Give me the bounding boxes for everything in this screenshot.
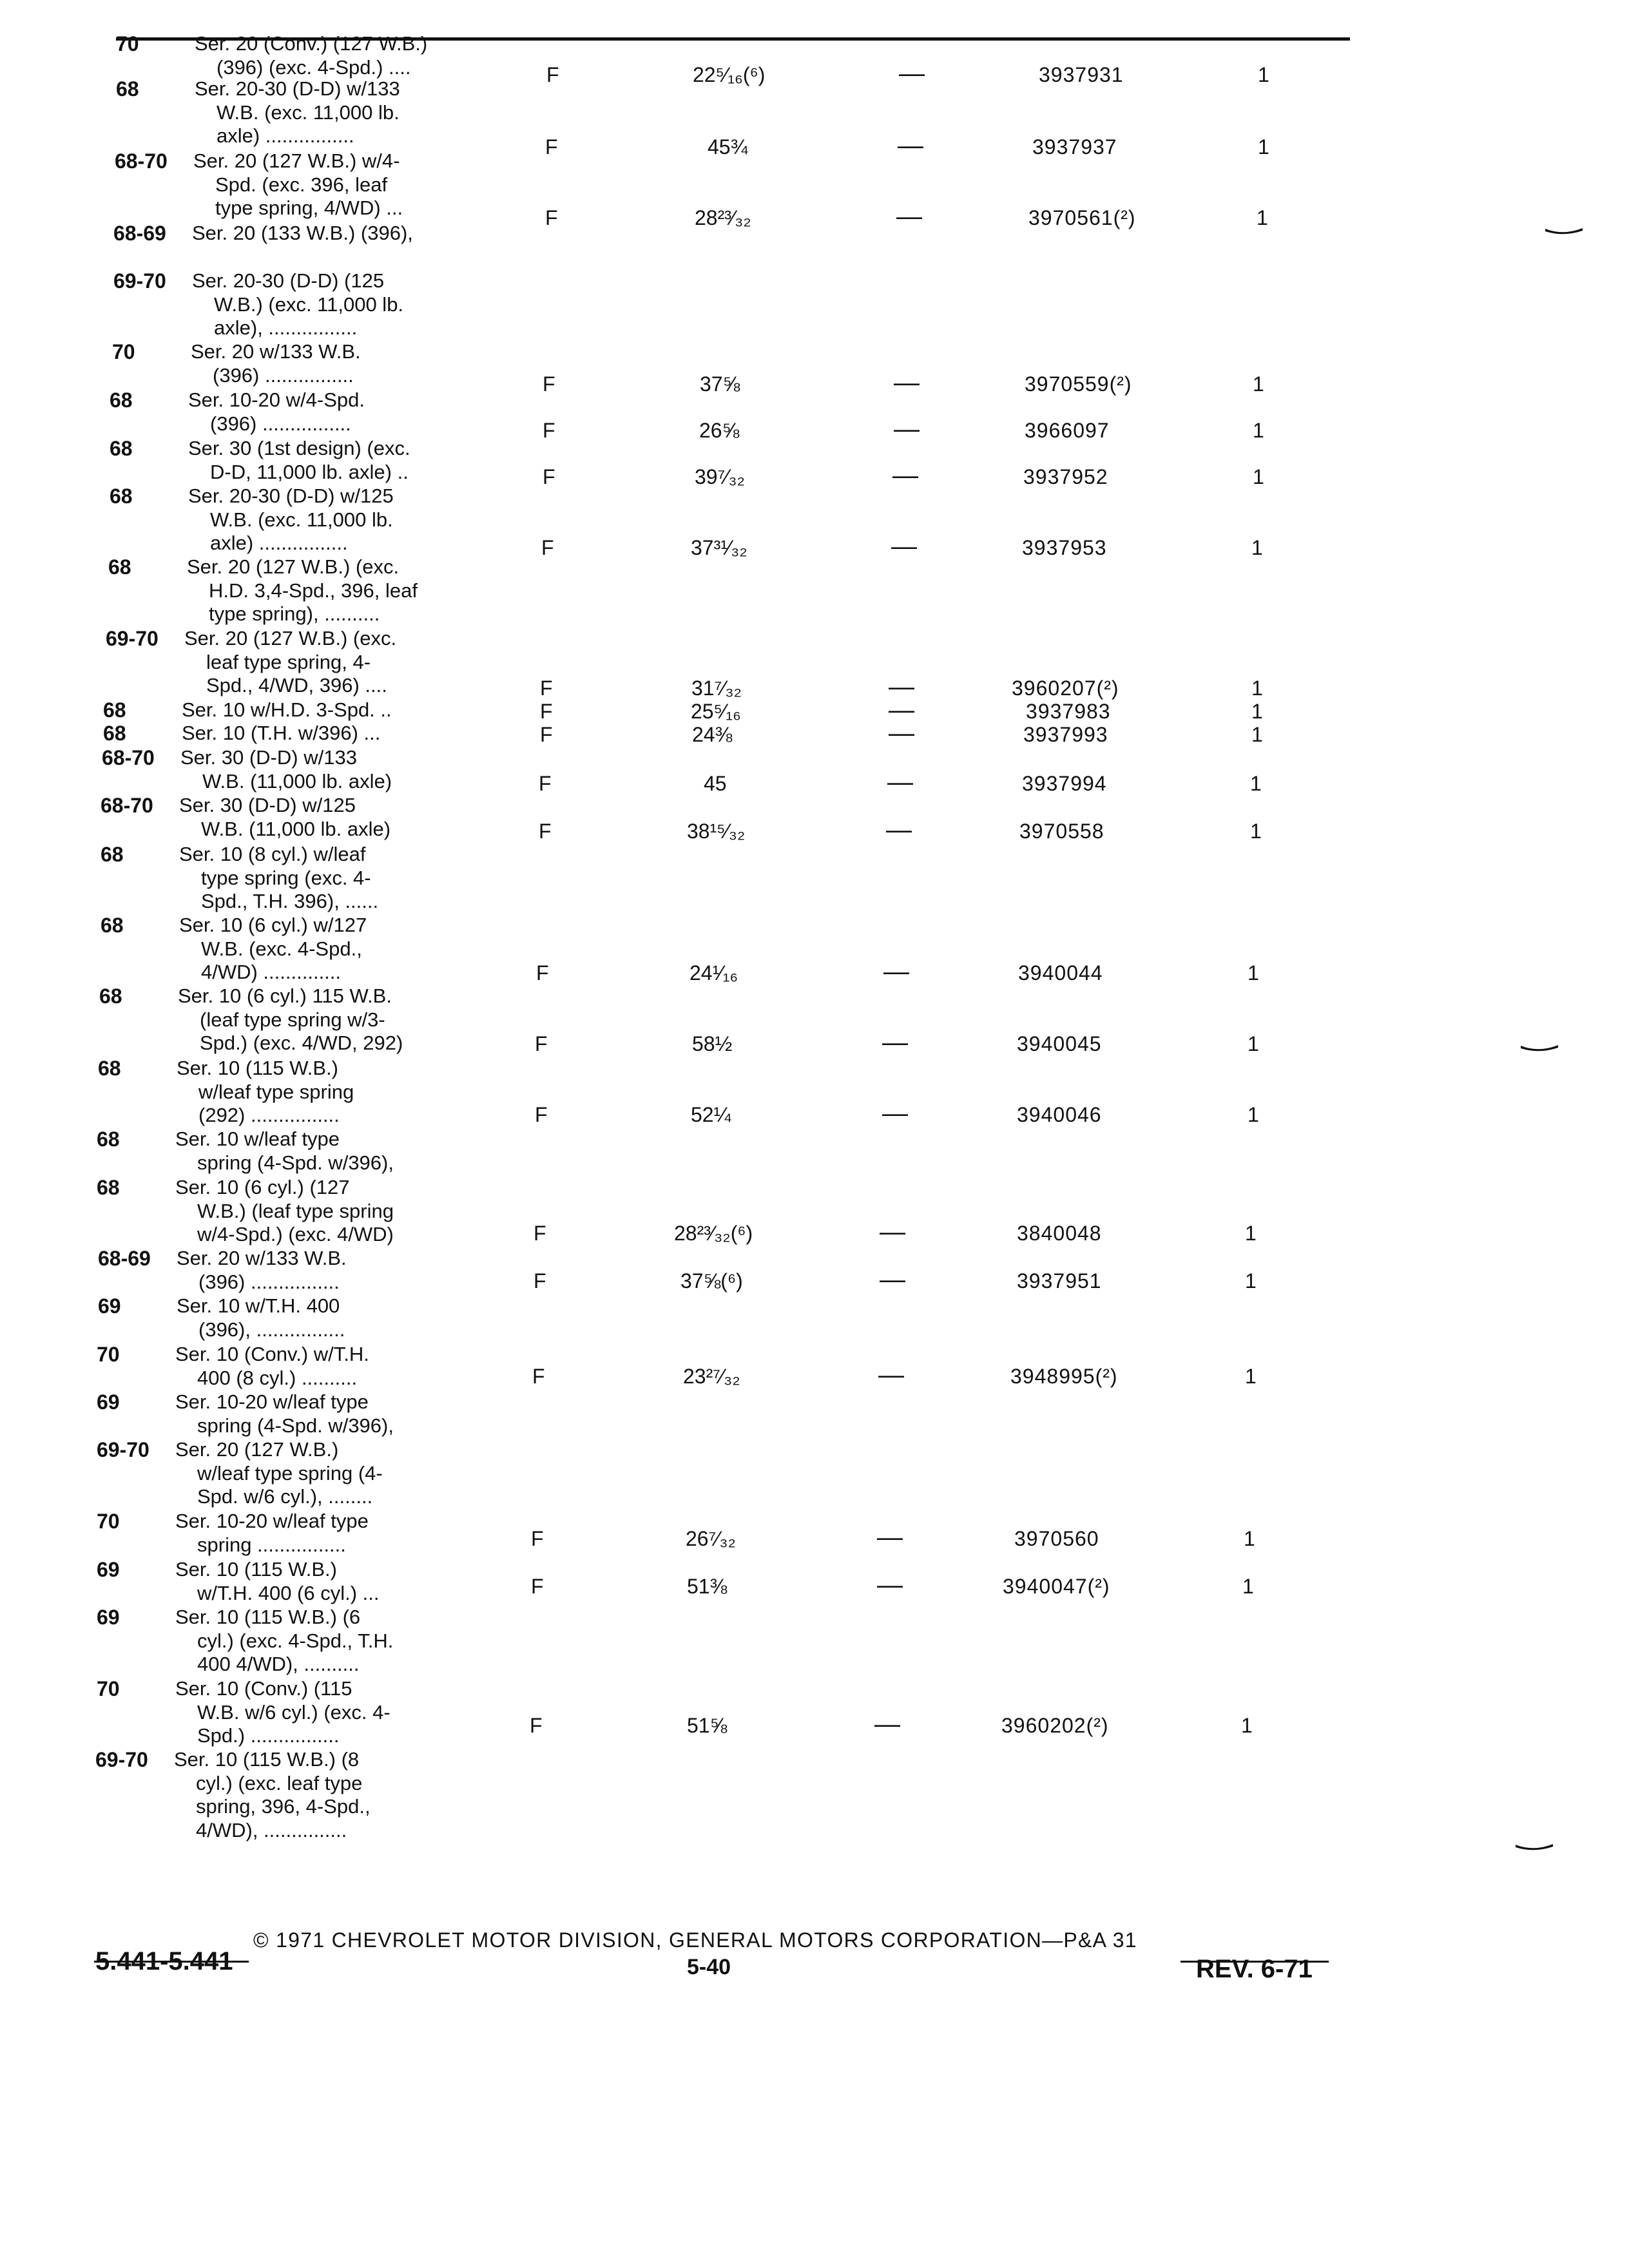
application-description: Ser. 10 w/H.D. 3-Spd. .. [182, 698, 392, 721]
application-description: Ser. 10-20 w/leaf type [175, 1510, 369, 1532]
length-value: 52¼ [691, 1103, 731, 1126]
position-code: F [543, 465, 555, 488]
application-description: Ser. 10 (Conv.) (115 [175, 1677, 352, 1700]
model-year: 68 [101, 914, 124, 937]
dash-separator: — [880, 1265, 905, 1294]
application-description-cont: type spring (exc. 4- [201, 866, 371, 889]
model-year: 68 [110, 437, 133, 460]
application-description-cont: (292) ................ [198, 1104, 340, 1126]
quantity: 1 [1253, 465, 1264, 488]
application-description-cont: Spd.) (exc. 4/WD, 292) [200, 1032, 403, 1054]
dash-separator: — [877, 1571, 903, 1599]
dash-separator: — [886, 816, 912, 844]
part-number: 3937952 [1023, 465, 1108, 488]
model-year: 69-70 [95, 1748, 148, 1771]
application-description-cont: (leaf type spring w/3- [200, 1008, 385, 1031]
application-description: Ser. 20 (127 W.B.) [175, 1438, 339, 1461]
dash-separator: — [882, 1028, 908, 1057]
position-code: F [546, 63, 559, 86]
dash-separator: — [889, 673, 914, 701]
application-description: Ser. 10 (115 W.B.) [175, 1558, 337, 1581]
dash-separator: — [894, 369, 920, 397]
dash-separator: — [877, 1523, 903, 1552]
part-number: 3937994 [1022, 772, 1107, 795]
quantity: 1 [1251, 700, 1263, 723]
part-number: 3937937 [1032, 135, 1117, 159]
application-description-cont: spring (4-Spd. w/396), [197, 1151, 394, 1174]
quantity: 1 [1251, 536, 1263, 559]
application-description: Ser. 10 (T.H. w/396) ... [182, 722, 381, 744]
position-code: F [531, 1575, 544, 1598]
application-description: Ser. 10 w/T.H. 400 [177, 1294, 340, 1317]
quantity: 1 [1258, 135, 1269, 159]
part-number: 3840048 [1017, 1222, 1102, 1245]
position-code: F [543, 419, 555, 442]
position-code: F [532, 1365, 545, 1388]
application-description: Ser. 10 (6 cyl.) (127 [175, 1176, 350, 1198]
application-description: Ser. 10-20 w/4-Spd. [188, 389, 365, 411]
application-description-cont: W.B. (exc. 11,000 lb. [217, 101, 400, 124]
part-number: 3940046 [1017, 1103, 1102, 1126]
length-value: 51⅜ [687, 1575, 728, 1598]
application-description-cont: W.B. (exc. 4-Spd., [201, 937, 362, 960]
application-description-cont: Spd. w/6 cyl.), ........ [197, 1485, 373, 1508]
position-code: F [534, 1222, 546, 1245]
position-code: F [535, 1103, 548, 1126]
dash-separator: — [896, 202, 922, 231]
application-description-cont: type spring), .......... [209, 602, 380, 625]
part-number: 3937993 [1023, 723, 1108, 746]
quantity: 1 [1251, 723, 1263, 746]
application-description-cont: (396), ................ [198, 1318, 345, 1341]
length-value: 45 [704, 772, 727, 795]
footer-section-range: 5.441-5.441 [95, 1947, 233, 1975]
application-description-cont: W.B. w/6 cyl.) (exc. 4- [197, 1700, 390, 1724]
quantity: 1 [1245, 1269, 1257, 1293]
length-value: 23²⁷⁄₃₂ [683, 1365, 740, 1388]
model-year: 68 [108, 555, 131, 579]
length-value: 37⅝ [700, 372, 740, 396]
dash-separator: — [891, 532, 917, 561]
binder-hole-mark [1544, 227, 1584, 236]
position-code: F [539, 820, 552, 843]
application-description: Ser. 20 w/133 W.B. [191, 340, 361, 363]
application-description-cont: w/leaf type spring [198, 1080, 354, 1103]
quantity: 1 [1253, 419, 1264, 442]
model-year: 68-70 [101, 794, 153, 817]
length-value: 38¹⁵⁄₃₂ [687, 820, 746, 843]
model-year: 68-69 [113, 222, 166, 245]
position-code: F [531, 1527, 544, 1550]
dash-separator: — [887, 768, 913, 796]
application-description-cont: spring, 396, 4-Spd., [196, 1795, 371, 1818]
application-description-cont: axle) ................ [217, 124, 354, 147]
quantity: 1 [1253, 372, 1264, 396]
position-code: F [540, 723, 553, 746]
length-value: 24¹⁄₁₆ [689, 961, 738, 985]
model-year: 70 [97, 1510, 120, 1533]
application-description: Ser. 20 (Conv.) (127 W.B.) [195, 32, 428, 55]
length-value: 28²³⁄₃₂(⁶) [674, 1222, 753, 1245]
dash-separator: — [898, 131, 923, 160]
length-value: 58½ [692, 1032, 733, 1055]
quantity: 1 [1251, 677, 1263, 700]
model-year: 70 [97, 1343, 120, 1366]
quantity: 1 [1250, 772, 1262, 795]
application-description-cont: axle), ................ [214, 316, 358, 339]
application-description: Ser. 20-30 (D-D) w/133 [195, 77, 400, 100]
length-value: 26⅝ [699, 419, 740, 442]
application-description: Ser. 20 (133 W.B.) (396), [192, 222, 413, 244]
part-number: 3937931 [1039, 63, 1124, 86]
quantity: 1 [1242, 1575, 1254, 1598]
dash-separator: — [892, 461, 918, 490]
application-description-cont: w/leaf type spring (4- [197, 1461, 383, 1485]
position-code: F [535, 1032, 548, 1055]
position-code: F [543, 372, 555, 396]
binder-hole-mark [1519, 1044, 1559, 1053]
model-year: 68 [103, 722, 126, 745]
application-description-cont: cyl.) (exc. leaf type [196, 1771, 363, 1794]
length-value: 37³¹⁄₃₂ [691, 536, 747, 559]
footer-copyright: © 1971 CHEVROLET MOTOR DIVISION, GENERAL MOTORS CORPORATION—P&A 31 [253, 1928, 1137, 1952]
quantity: 1 [1250, 820, 1262, 843]
footer-revision: REV. 6-71 [1196, 1955, 1313, 1983]
position-code: F [545, 135, 558, 159]
position-code: F [540, 700, 553, 723]
application-description-cont: 4/WD) .............. [201, 961, 342, 983]
model-year: 69 [97, 1606, 120, 1629]
model-year: 68-69 [98, 1247, 151, 1270]
application-description-cont: W.B. (exc. 11,000 lb. [210, 508, 393, 531]
application-description: Ser. 10-20 w/leaf type [175, 1390, 369, 1413]
length-value: 24⅜ [692, 723, 733, 746]
dash-separator: — [883, 957, 909, 986]
length-value: 28²³⁄₃₂ [695, 206, 751, 229]
application-description-cont: H.D. 3,4-Spd., 396, leaf [209, 579, 418, 602]
application-description: Ser. 10 (6 cyl.) 115 W.B. [178, 985, 392, 1007]
application-description-cont: type spring, 4/WD) ... [215, 197, 403, 219]
model-year: 69-70 [97, 1438, 149, 1461]
model-year: 68 [110, 389, 133, 412]
application-description-cont: spring (4-Spd. w/396), [197, 1414, 394, 1437]
model-year: 68 [103, 698, 126, 722]
part-number: 3970560 [1014, 1527, 1099, 1550]
application-description-cont: leaf type spring, 4- [206, 650, 371, 673]
position-code: F [536, 961, 549, 985]
application-description: Ser. 30 (D-D) w/125 [179, 794, 356, 816]
application-description: Ser. 10 (8 cyl.) w/leaf [179, 843, 366, 865]
part-number: 3940047(²) [1003, 1575, 1110, 1598]
application-description-cont: w/T.H. 400 (6 cyl.) ... [197, 1581, 380, 1604]
model-year: 69 [98, 1294, 121, 1318]
quantity: 1 [1248, 1103, 1259, 1126]
position-code: F [540, 677, 553, 700]
part-number: 3937983 [1026, 700, 1111, 723]
part-number: 3937951 [1017, 1269, 1102, 1293]
length-value: 45¾ [708, 135, 748, 159]
length-value: 31⁷⁄₃₂ [691, 677, 742, 700]
application-description-cont: D-D, 11,000 lb. axle) .. [210, 460, 409, 483]
quantity: 1 [1248, 1032, 1259, 1055]
part-number: 3940045 [1017, 1032, 1102, 1055]
model-year: 68 [110, 485, 133, 508]
position-code: F [530, 1714, 543, 1737]
position-code: F [534, 1269, 546, 1293]
position-code: F [545, 206, 558, 229]
model-year: 68 [98, 1057, 121, 1080]
application-description: Ser. 10 (6 cyl.) w/127 [179, 914, 367, 936]
quantity: 1 [1245, 1222, 1257, 1245]
application-description: Ser. 10 (115 W.B.) [177, 1057, 338, 1079]
application-description-cont: 4/WD), ............... [196, 1818, 347, 1841]
application-description-cont: (396) (exc. 4-Spd.) .... [217, 55, 411, 79]
part-number: 3948995(²) [1010, 1365, 1118, 1388]
part-number: 3970561(²) [1028, 206, 1136, 229]
application-description: Ser. 20 (127 W.B.) w/4- [193, 149, 400, 172]
application-description: Ser. 10 w/leaf type [175, 1128, 340, 1150]
dash-separator: — [882, 1099, 908, 1128]
position-code: F [541, 536, 554, 559]
quantity: 1 [1258, 63, 1269, 86]
length-value: 39⁷⁄₃₂ [695, 465, 745, 488]
application-description: Ser. 10 (115 W.B.) (8 [174, 1748, 360, 1771]
dash-separator: — [878, 1361, 904, 1389]
model-year: 70 [116, 32, 139, 55]
model-year: 70 [97, 1677, 120, 1700]
application-description: Ser. 10 (115 W.B.) (6 [175, 1606, 361, 1628]
length-value: 22⁵⁄₁₆(⁶) [693, 63, 766, 86]
application-description: Ser. 20 (127 W.B.) (exc. [184, 627, 397, 649]
application-description-cont: cyl.) (exc. 4-Spd., T.H. [197, 1629, 394, 1652]
application-description: Ser. 20 (127 W.B.) (exc. [187, 555, 400, 578]
model-year: 68-70 [115, 149, 168, 173]
application-description-cont: axle) ................ [210, 532, 348, 554]
application-description: Ser. 10 (Conv.) w/T.H. [175, 1343, 369, 1365]
model-year: 69-70 [113, 269, 166, 293]
application-description: Ser. 30 (1st design) (exc. [188, 437, 410, 459]
part-number: 3966097 [1025, 419, 1110, 442]
length-value: 25⁵⁄₁₆ [691, 700, 741, 723]
model-year: 68 [116, 77, 139, 101]
application-description: Ser. 30 (D-D) w/133 [180, 746, 357, 769]
position-code: F [539, 772, 552, 795]
model-year: 68-70 [102, 746, 155, 769]
length-value: 51⅝ [687, 1714, 728, 1737]
model-year: 68 [97, 1128, 120, 1151]
quantity: 1 [1244, 1527, 1255, 1550]
part-number: 3937953 [1022, 536, 1107, 559]
footer-page-number: 5-40 [687, 1955, 731, 1979]
application-description: Ser. 20 w/133 W.B. [177, 1247, 347, 1269]
model-year: 68 [101, 843, 124, 866]
quantity: 1 [1241, 1714, 1253, 1737]
part-number: 3940044 [1018, 961, 1103, 985]
application-description-cont: Spd. (exc. 396, leaf [215, 173, 388, 196]
model-year: 68 [97, 1176, 120, 1199]
application-description-cont: Spd., 4/WD, 396) .... [206, 674, 387, 697]
quantity: 1 [1257, 206, 1268, 229]
application-description-cont: W.B. (11,000 lb. axle) [201, 817, 391, 840]
dash-separator: — [889, 719, 914, 747]
model-year: 68 [99, 985, 122, 1008]
application-description-cont: (396) ................ [198, 1270, 340, 1293]
application-description-cont: (396) ................ [210, 412, 351, 435]
part-number: 3970559(²) [1025, 372, 1132, 396]
binder-hole-mark [1514, 1843, 1554, 1852]
application-description: Ser. 20-30 (D-D) w/125 [188, 485, 394, 507]
dash-separator: — [880, 1218, 905, 1246]
length-value: 37⅝(⁶) [680, 1269, 743, 1293]
part-number: 3970558 [1019, 820, 1104, 843]
dash-separator: — [889, 696, 914, 724]
part-number: 3960202(²) [1001, 1714, 1109, 1737]
application-description-cont: (396) ................ [213, 363, 354, 387]
part-number: 3960207(²) [1012, 677, 1119, 700]
application-description-cont: Spd.) ................ [197, 1724, 340, 1747]
length-value: 26⁷⁄₃₂ [686, 1527, 736, 1550]
model-year: 69 [97, 1390, 120, 1414]
application-description-cont: w/4-Spd.) (exc. 4/WD) [197, 1223, 394, 1245]
application-description-cont: W.B.) (exc. 11,000 lb. [214, 293, 404, 316]
dash-separator: — [894, 415, 920, 443]
application-description-cont: W.B.) (leaf type spring [197, 1199, 394, 1222]
model-year: 70 [112, 340, 135, 363]
application-description-cont: 400 (8 cyl.) .......... [197, 1366, 358, 1389]
quantity: 1 [1248, 961, 1259, 985]
quantity: 1 [1245, 1365, 1257, 1388]
model-year: 69-70 [106, 627, 159, 650]
model-year: 69 [97, 1558, 120, 1581]
dash-separator: — [899, 59, 925, 88]
dash-separator: — [874, 1710, 900, 1738]
application-description-cont: W.B. (11,000 lb. axle) [202, 769, 392, 793]
application-description-cont: spring ................ [197, 1533, 346, 1556]
application-description: Ser. 20-30 (D-D) (125 [192, 269, 385, 292]
application-description-cont: 400 4/WD), .......... [197, 1653, 360, 1675]
application-description-cont: Spd., T.H. 396), ...... [201, 890, 379, 912]
